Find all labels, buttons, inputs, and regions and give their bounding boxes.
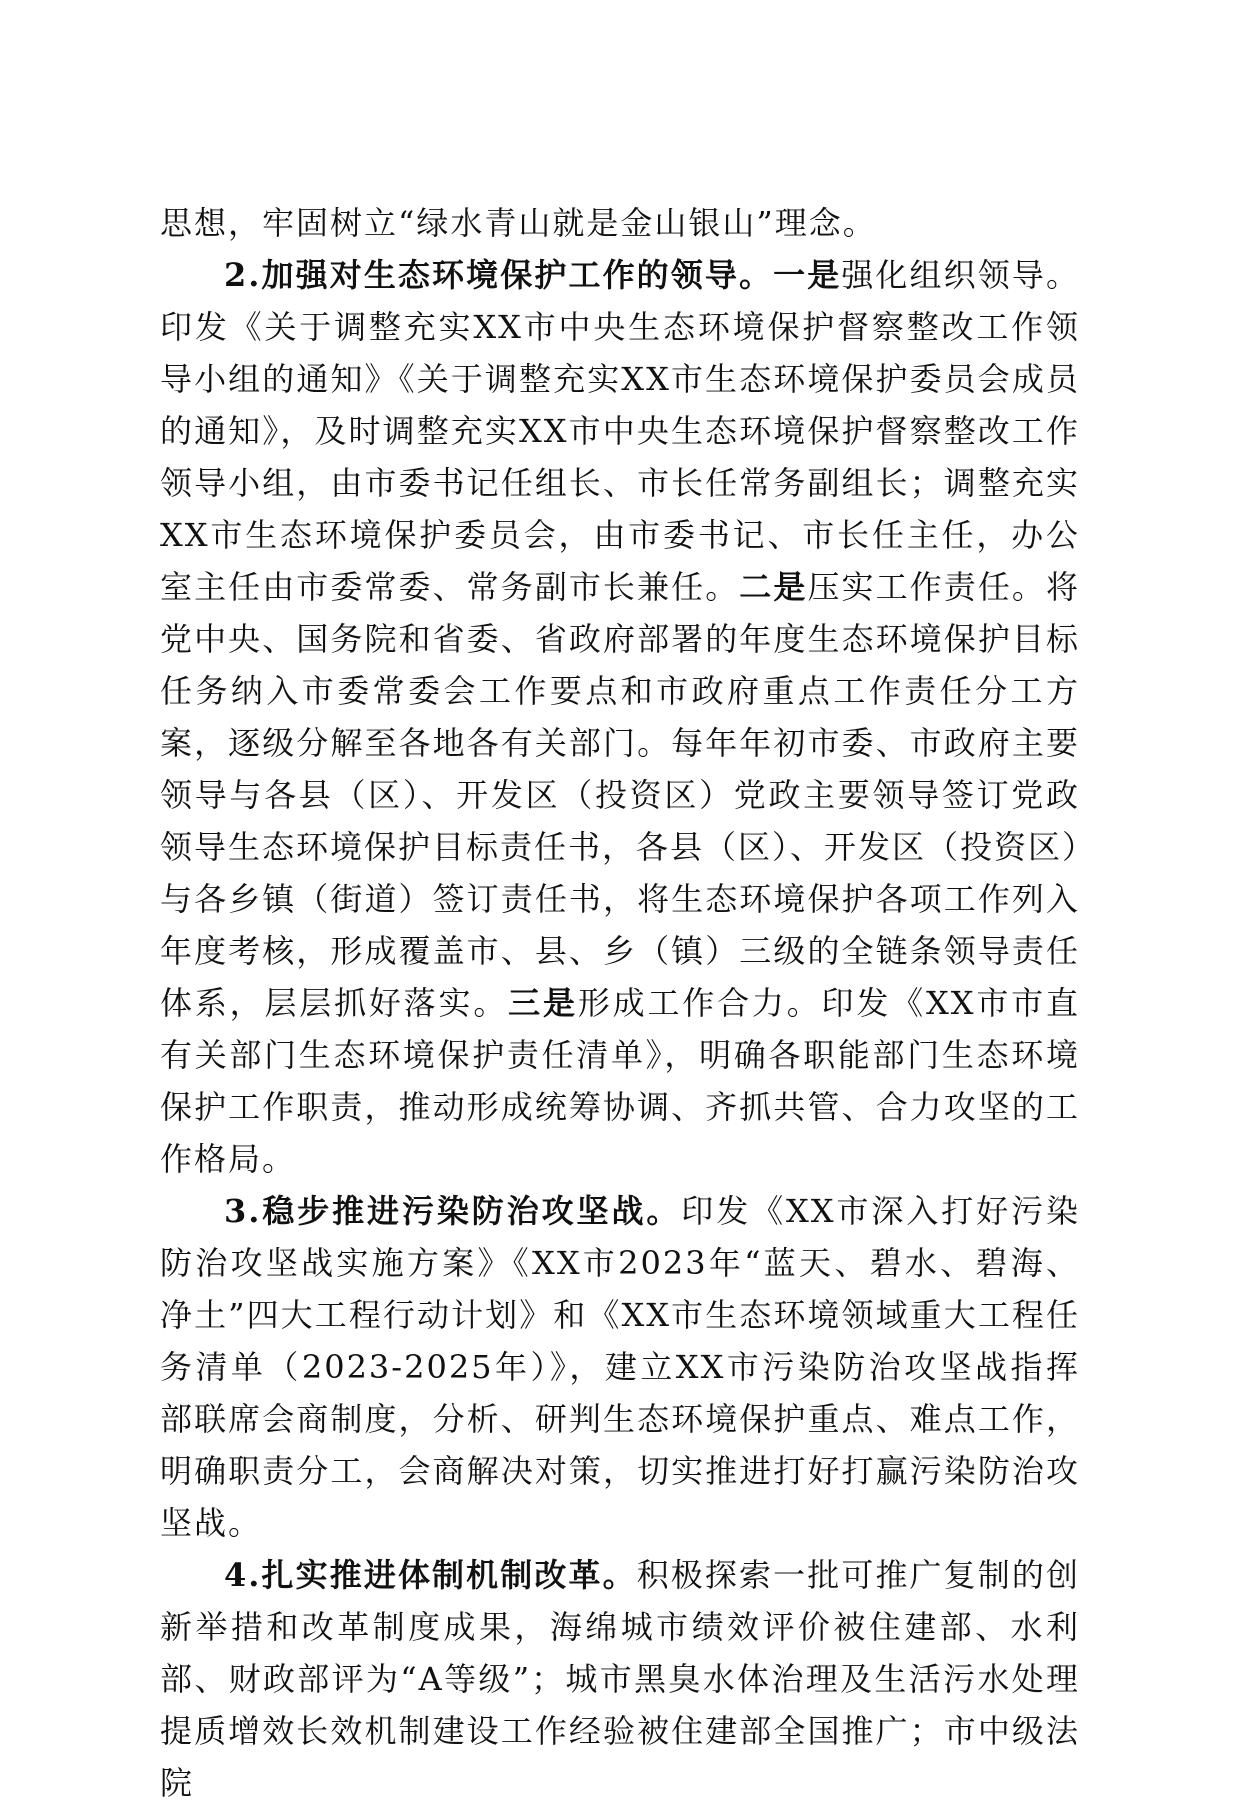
section-heading: 4.扎实推进体制机制改革。 xyxy=(224,1556,637,1594)
paragraph-text: 形成工作合力。印发《XX市市直有关部门生态环境保护责任清单》，明确各职能部门生态环境保护工作职责，推动形成统筹协调、齐抓共管、合力攻坚的工作格局。 xyxy=(160,984,1080,1178)
paragraph-leadership xyxy=(160,249,1080,1185)
keyword-third: 三是 xyxy=(508,984,578,1022)
paragraph-text: 压实工作责任。将党中央、国务院和省委、省政府部署的年度生态环境保护目标任务纳入市委常委会工作要点和市政府重点工作责任分工方案，逐级分解至各地各有关部门。每年年初市委、市政府主要领导与各县（区）、开发区（投资区）党政主要领导签订党政领导生态环境保护目标责任书，各县（区）、开发区（投资区）与各乡镇（街道）签订责任书，将生态环境保护各项工作列入年度考核，形成覆盖市、县、乡（镇）三级的全链条领导责任体系，层层抓好落实。 xyxy=(160,568,1081,1022)
paragraph-pollution xyxy=(160,1185,1080,1549)
keyword-second: 二是 xyxy=(739,568,808,606)
section-heading: 2.加强对生态环境保护工作的领导。 xyxy=(224,256,774,294)
paragraph-text: 印发《XX市深入打好污染防治攻坚战实施方案》《XX市2023年“蓝天、碧水、碧海、净土”四大工程行动计划》和《XX市生态环境领域重大工程任务清单（2023-2025年）》，建立XX市污染防治攻坚战指挥部联席会商制度，分析、研判生态环境保护重点、难点工作，明确职责分工，会商解决对策，切实推进打好打赢污染防治攻坚战。 xyxy=(160,1192,1080,1542)
keyword-first: 一是 xyxy=(773,256,842,294)
section-heading: 3.稳步推进污染防治攻坚战。 xyxy=(224,1192,682,1230)
document-page xyxy=(160,197,1080,1809)
paragraph-reform xyxy=(160,1549,1080,1809)
paragraph-text: 思想，牢固树立“绿水青山就是金山银山”理念。 xyxy=(160,204,877,242)
paragraph-text: 强化组织领导。印发《关于调整充实XX市中央生态环境保护督察整改工作领导小组的通知》《关于调整充实XX市生态环境保护委员会成员的通知》，及时调整充实XX市中央生态环境保护督察整改工作领导小组，由市委书记任组长、市长任常务副组长；调整充实XX市生态环境保护委员会，由市委书记、市长任主任，办公室主任由市委常委、常务副市长兼任。 xyxy=(160,256,1080,606)
paragraph-text: 积极探索一批可推广复制的创新举措和改革制度成果，海绵城市绩效评价被住建部、水利部、财政部评为“A等级”；城市黑臭水体治理及生活污水处理提质增效长效机制建设工作经验被住建部全国推广；市中级法院 xyxy=(160,1556,1080,1802)
paragraph-continuation xyxy=(160,197,1080,249)
